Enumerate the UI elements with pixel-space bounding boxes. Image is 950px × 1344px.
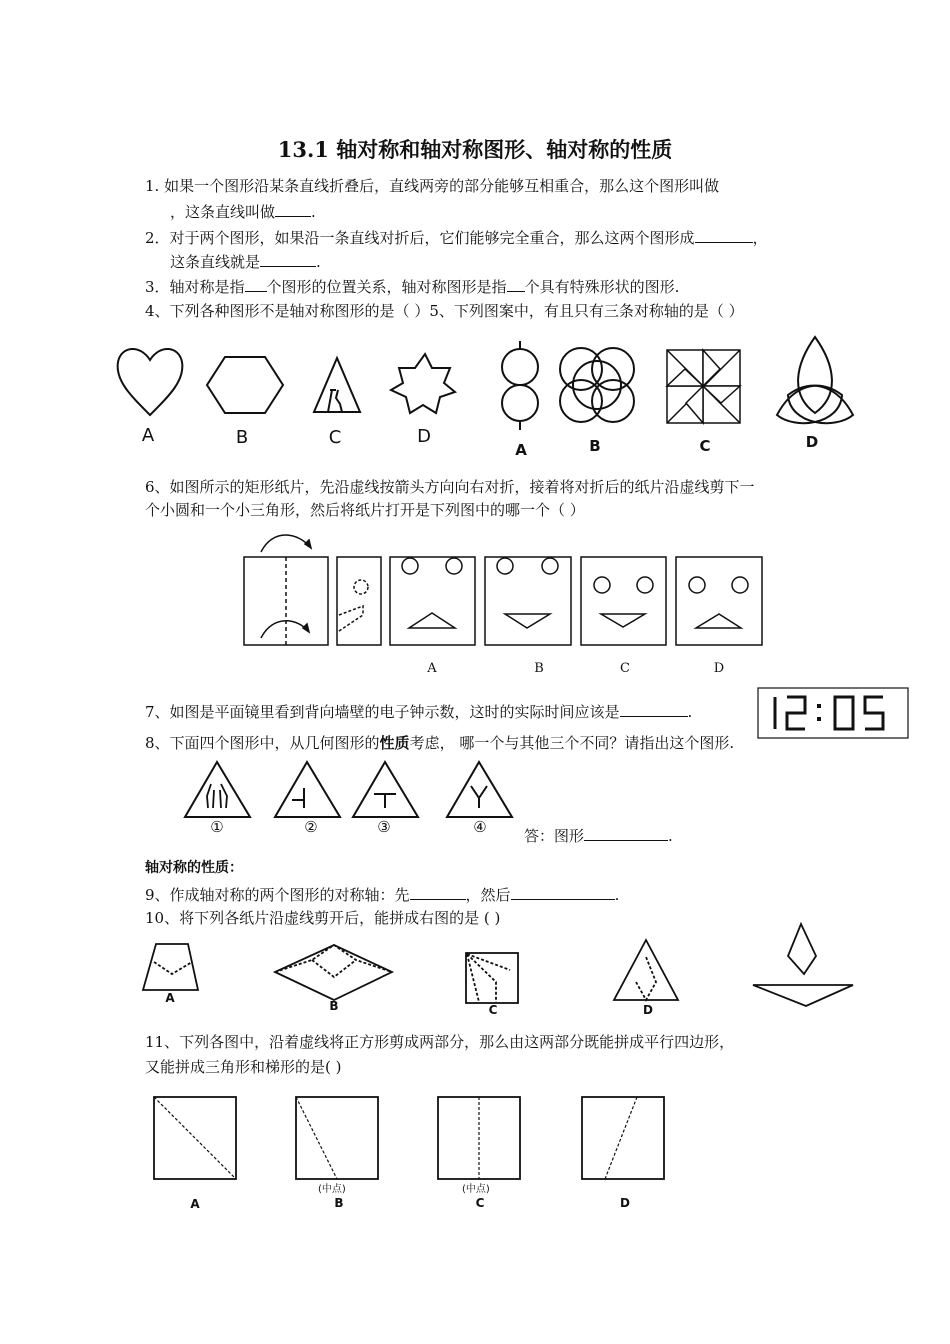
page-title: 13.1 轴对称和轴对称图形、轴对称的性质	[277, 137, 673, 162]
answer-blank[interactable]	[620, 701, 688, 717]
sign-figure-4	[447, 762, 512, 817]
sign-figure-3	[353, 762, 418, 817]
pinwheel-shape	[667, 350, 740, 423]
question-6-line-1: 6、如图所示的矩形纸片，先沿虚线按箭头方向向右对折，接着将对折后的纸片沿虚线剪下一	[145, 478, 755, 496]
q6-label-d: D	[713, 661, 725, 676]
mirrored-clock-display	[757, 687, 909, 739]
midpoint-label-c: (中点)	[462, 1184, 490, 1195]
q8-label-2: ②	[304, 818, 318, 836]
rhombus-figure	[275, 945, 392, 1000]
q4-label-a: A	[141, 425, 155, 446]
question-8: 8、下面四个图形中，从几何图形的性质考虑， 哪一个与其他三个不同？请指出这个图形.	[145, 734, 735, 752]
question-6-line-2: 个小圆和一个小三角形，然后将纸片打开是下列图中的哪一个（ ）	[145, 501, 585, 519]
question-11-line-2: 又能拼成三角形和梯形的是( )	[145, 1058, 342, 1076]
answer-blank[interactable]	[275, 201, 311, 217]
question-11-figures	[150, 1093, 670, 1183]
square-option-c	[438, 1097, 520, 1179]
option-c-figure	[581, 557, 666, 645]
q6-label-a: A	[427, 661, 437, 676]
target-shape-figure	[753, 924, 853, 1006]
q6-label-c: C	[620, 661, 630, 676]
q10-label-c: C	[488, 1003, 498, 1017]
q5-label-c: C	[699, 437, 711, 455]
answer-blank[interactable]	[584, 825, 668, 841]
q11-label-a: A	[190, 1197, 200, 1211]
midpoint-label-b: (中点)	[318, 1184, 346, 1195]
option-a-figure	[390, 557, 475, 645]
question-4-5: 4、下列各种图形不是轴对称图形的是（ ）5、下列图案中，有且只有三条对称轴的是（ ）	[145, 302, 744, 320]
question-8-figures	[184, 760, 514, 820]
q10-label-b: B	[329, 999, 339, 1013]
q8-label-1: ①	[210, 818, 224, 836]
square-figure	[466, 953, 518, 1003]
q5-label-a: A	[515, 441, 527, 459]
sign-figure-2	[275, 762, 340, 817]
q8-label-3: ③	[377, 818, 391, 836]
heart-shape	[118, 349, 183, 415]
question-8-answer: 答：图形 .	[524, 827, 673, 845]
q5-label-b: B	[589, 437, 601, 455]
question-7: 7、如图是平面镜里看到背向墙壁的电子钟示数，这时的实际时间应该是 .	[145, 703, 693, 721]
q5-label-d: D	[805, 433, 819, 451]
flower-shape	[560, 348, 634, 422]
question-5-figures	[490, 335, 870, 445]
question-11-line-1: 11、下列各图中，沿着虚线将正方形剪成两部分，那么由这两部分既能拼成平行四边形，	[145, 1033, 735, 1051]
question-2-line-2: 这条直线就是 .	[170, 253, 321, 271]
section-heading: 轴对称的性质：	[145, 860, 243, 876]
paper-fold-figure	[244, 535, 328, 645]
q8-label-4: ④	[473, 818, 487, 836]
star-shape	[391, 354, 455, 413]
q4-label-d: D	[417, 426, 431, 447]
triangle-sign-shape	[314, 358, 360, 412]
option-b-figure	[485, 557, 571, 645]
hexagon-shape	[207, 357, 283, 413]
square-option-d	[582, 1097, 664, 1179]
answer-blank[interactable]	[245, 276, 267, 292]
question-1-line-1: 1. 如果一个图形沿某条直线折叠后，直线两旁的部分能够互相重合，那么这个图形叫做	[145, 177, 720, 195]
option-d-figure	[676, 557, 762, 645]
answer-blank[interactable]	[507, 276, 525, 292]
trapezoid-figure	[143, 944, 198, 990]
triangle-figure	[614, 940, 678, 1000]
question-10: 10、将下列各纸片沿虚线剪开后，能拼成右图的是 ( )	[145, 909, 501, 927]
q4-label-b: B	[235, 427, 249, 448]
square-option-b	[296, 1097, 378, 1179]
q11-label-d: D	[620, 1196, 630, 1210]
double-circle-shape	[502, 341, 538, 430]
answer-blank[interactable]	[410, 884, 466, 900]
question-1-line-2: ，这条直线叫做 .	[170, 203, 316, 221]
triquetra-shape	[777, 337, 853, 423]
question-6-figures	[243, 528, 773, 653]
question-10-figures	[140, 922, 860, 1012]
answer-blank[interactable]	[695, 227, 753, 243]
sign-figure-1	[185, 762, 250, 817]
question-2-line-1: 2．对于两个图形，如果沿一条直线对折后，它们能够完全重合，那么这两个图形成 ，	[145, 229, 768, 247]
question-9: 9、作成轴对称的两个图形的对称轴：先 ，然后 .	[145, 886, 620, 904]
q10-label-d: D	[643, 1003, 653, 1017]
folded-paper-figure	[337, 557, 381, 645]
q10-label-a: A	[165, 991, 175, 1005]
q6-label-b: B	[534, 661, 544, 676]
square-option-a	[154, 1097, 236, 1179]
q11-label-b: B	[334, 1196, 344, 1210]
answer-blank[interactable]	[511, 884, 615, 900]
question-3: 3．轴对称是指 个图形的位置关系，轴对称图形是指 个具有特殊形状的图形.	[145, 278, 680, 296]
answer-blank[interactable]	[260, 251, 316, 267]
q4-label-c: C	[328, 427, 342, 448]
q11-label-c: C	[475, 1196, 485, 1210]
